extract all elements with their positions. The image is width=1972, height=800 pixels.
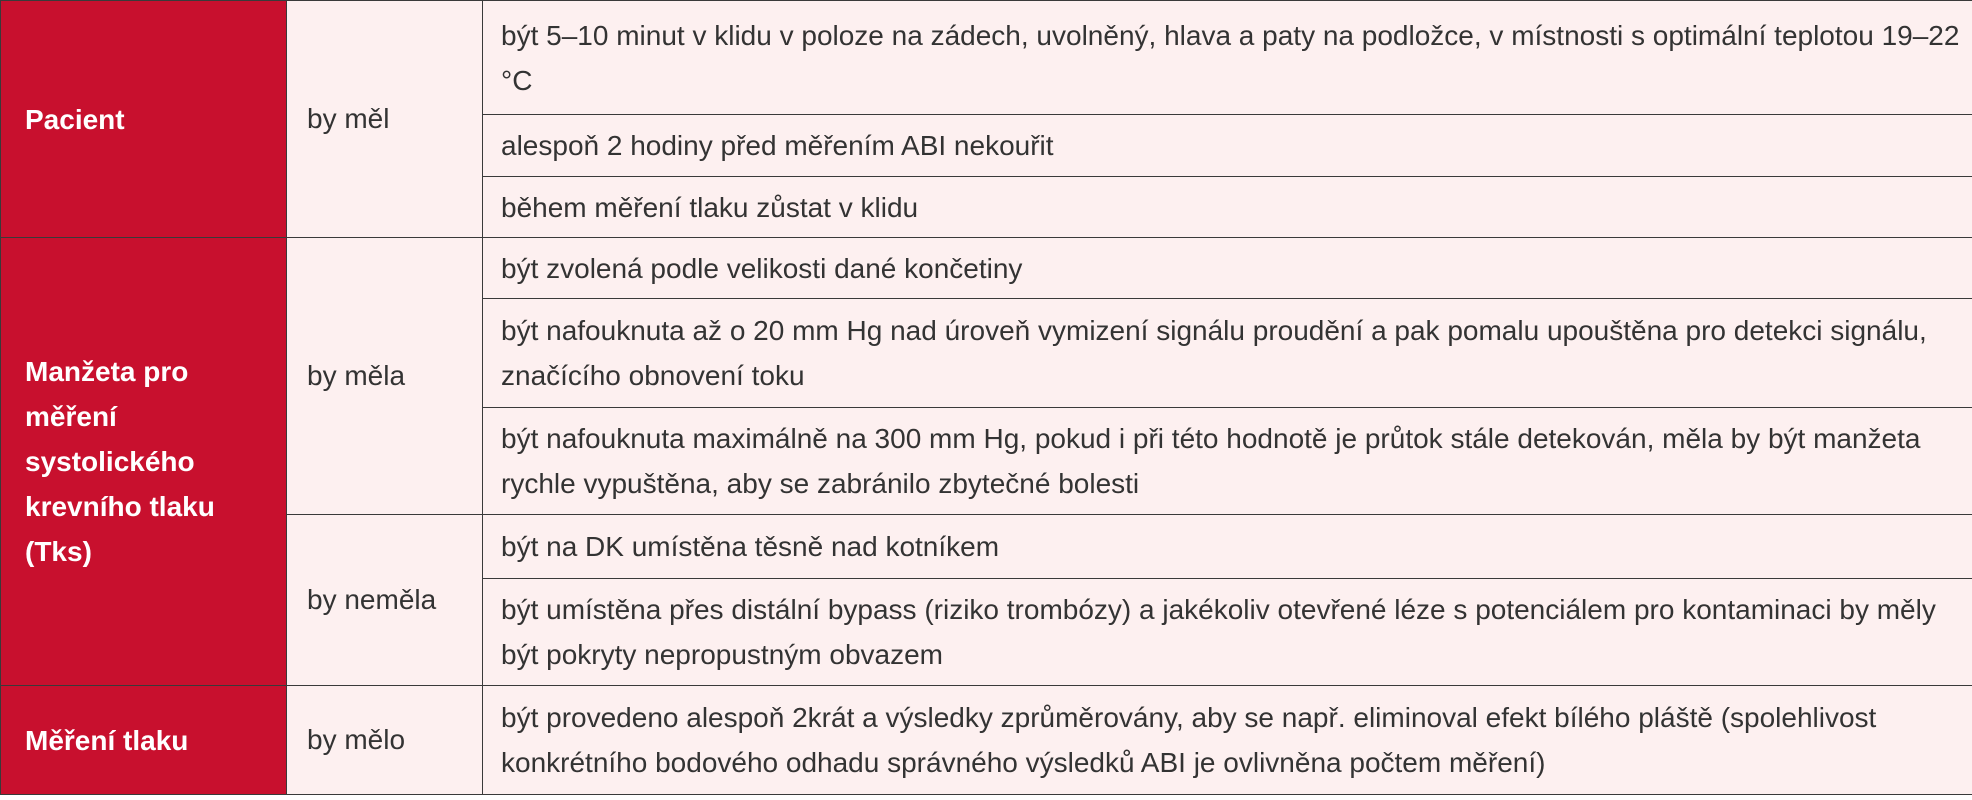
- requirement-cell: být nafouknuta až o 20 mm Hg nad úroveň vymizení signálu proudění a pak pomalu upouštěna pro detekci signálu, značícího obnovení toku: [483, 299, 1972, 408]
- modal-verb-cell: by neměla: [287, 515, 483, 686]
- requirement-cell: být zvolená podle velikosti dané končetiny: [483, 238, 1972, 299]
- table-row: [1, 1, 1972, 115]
- category-cell-patient: Pacient: [1, 1, 287, 238]
- requirement-cell: být na DK umístěna těsně nad kotníkem: [483, 515, 1972, 579]
- requirement-cell: být nafouknuta maximálně na 300 mm Hg, pokud i při této hodnotě je průtok stále detekován, měla by být manžeta rychle vypuštěna, aby se zabránilo zbytečné bolesti: [483, 408, 1972, 515]
- modal-verb-cell: by mělo: [287, 686, 483, 795]
- requirement-cell: být 5–10 minut v klidu v poloze na zádech, uvolněný, hlava a paty na podložce, v místnosti s optimální teplotou 19–22 °C: [483, 1, 1972, 115]
- requirement-cell: během měření tlaku zůstat v klidu: [483, 177, 1972, 238]
- table-row: [1, 686, 1972, 795]
- table-row: [1, 515, 1972, 579]
- requirement-cell: alespoň 2 hodiny před měřením ABI nekouřit: [483, 115, 1972, 177]
- table-row: [1, 238, 1972, 299]
- requirement-cell: být provedeno alespoň 2krát a výsledky zprůměrovány, aby se např. eliminoval efekt bílého pláště (spolehlivost konkrétního bodového odhadu správného výsledků ABI je ovlivněna počtem měření): [483, 686, 1972, 795]
- requirement-cell: být umístěna přes distální bypass (riziko trombózy) a jakékoliv otevřené léze s potenciálem pro kontaminaci by měly být pokryty nepropustným obvazem: [483, 579, 1972, 686]
- category-cell-cuff: Manžeta pro měření systolického krevního tlaku (Tks): [1, 238, 287, 686]
- modal-verb-cell: by měl: [287, 1, 483, 238]
- category-cell-measurement: Měření tlaku: [1, 686, 287, 795]
- modal-verb-cell: by měla: [287, 238, 483, 515]
